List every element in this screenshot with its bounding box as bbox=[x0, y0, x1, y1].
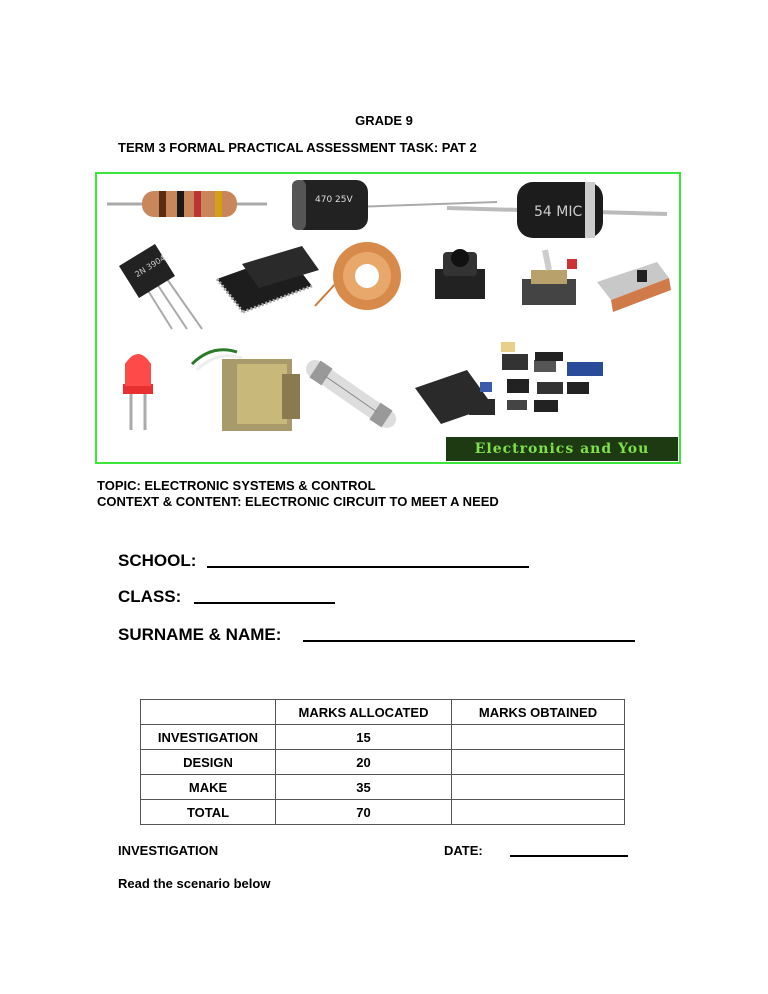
row-label: INVESTIGATION bbox=[141, 725, 276, 750]
slide-switch-image bbox=[597, 262, 671, 312]
marks-obtained[interactable] bbox=[452, 725, 625, 750]
term-heading: TERM 3 FORMAL PRACTICAL ASSESSMENT TASK: PAT 2 bbox=[118, 140, 477, 155]
marks-allocated: 15 bbox=[276, 725, 452, 750]
instruction-text: Read the scenario below bbox=[118, 876, 271, 891]
context-line: CONTEXT & CONTENT: ELECTRONIC CIRCUIT TO MEET A NEED bbox=[97, 494, 499, 509]
capacitor-image bbox=[292, 180, 497, 230]
transistor-label: 2N 3904 bbox=[133, 253, 168, 280]
push-button-image bbox=[435, 249, 485, 299]
table-header-cell bbox=[141, 700, 276, 725]
date-field[interactable] bbox=[510, 841, 628, 857]
table-row bbox=[141, 750, 625, 775]
marks-allocated: 35 bbox=[276, 775, 452, 800]
ic-chip-image bbox=[217, 246, 319, 312]
date-label: DATE: bbox=[444, 843, 483, 858]
smd-components-image bbox=[415, 342, 603, 424]
school-label: SCHOOL: bbox=[118, 551, 197, 570]
row-label: TOTAL bbox=[141, 800, 276, 825]
class-field[interactable] bbox=[194, 585, 335, 604]
surname-field[interactable] bbox=[303, 623, 635, 642]
table-row bbox=[141, 725, 625, 750]
grade-heading: GRADE 9 bbox=[355, 113, 413, 128]
marks-obtained[interactable] bbox=[452, 800, 625, 825]
table-header-cell: MARKS OBTAINED bbox=[452, 700, 625, 725]
components-illustration bbox=[97, 174, 679, 462]
topic-line: TOPIC: ELECTRONIC SYSTEMS & CONTROL bbox=[97, 478, 376, 493]
row-label: MAKE bbox=[141, 775, 276, 800]
class-label: CLASS: bbox=[118, 587, 182, 606]
topic-block bbox=[97, 478, 499, 510]
transformer-image bbox=[192, 350, 300, 431]
toggle-switch-image bbox=[522, 250, 577, 305]
row-label: DESIGN bbox=[141, 750, 276, 775]
capacitor-label: 470 25V bbox=[315, 195, 353, 205]
table-row bbox=[141, 800, 625, 825]
marks-allocated: 20 bbox=[276, 750, 452, 775]
watermark-logo: Electronics and You bbox=[446, 437, 678, 461]
investigation-heading: INVESTIGATION bbox=[118, 843, 219, 858]
table-header-cell: MARKS ALLOCATED bbox=[276, 700, 452, 725]
marks-table bbox=[140, 699, 625, 825]
inductor-image bbox=[315, 242, 401, 310]
diode-image bbox=[447, 182, 667, 238]
marks-allocated: 70 bbox=[276, 800, 452, 825]
surname-label: SURNAME & NAME: bbox=[118, 625, 282, 644]
components-photo bbox=[95, 172, 681, 464]
diode-label: 54 MIC bbox=[534, 204, 583, 220]
transistor-image bbox=[119, 244, 202, 329]
school-field[interactable] bbox=[207, 549, 529, 568]
table-row bbox=[141, 775, 625, 800]
marks-obtained[interactable] bbox=[452, 750, 625, 775]
led-image bbox=[123, 354, 153, 430]
resistor-image bbox=[107, 191, 267, 217]
fuse-image bbox=[315, 369, 387, 419]
table-header-row bbox=[141, 700, 625, 725]
marks-obtained[interactable] bbox=[452, 775, 625, 800]
